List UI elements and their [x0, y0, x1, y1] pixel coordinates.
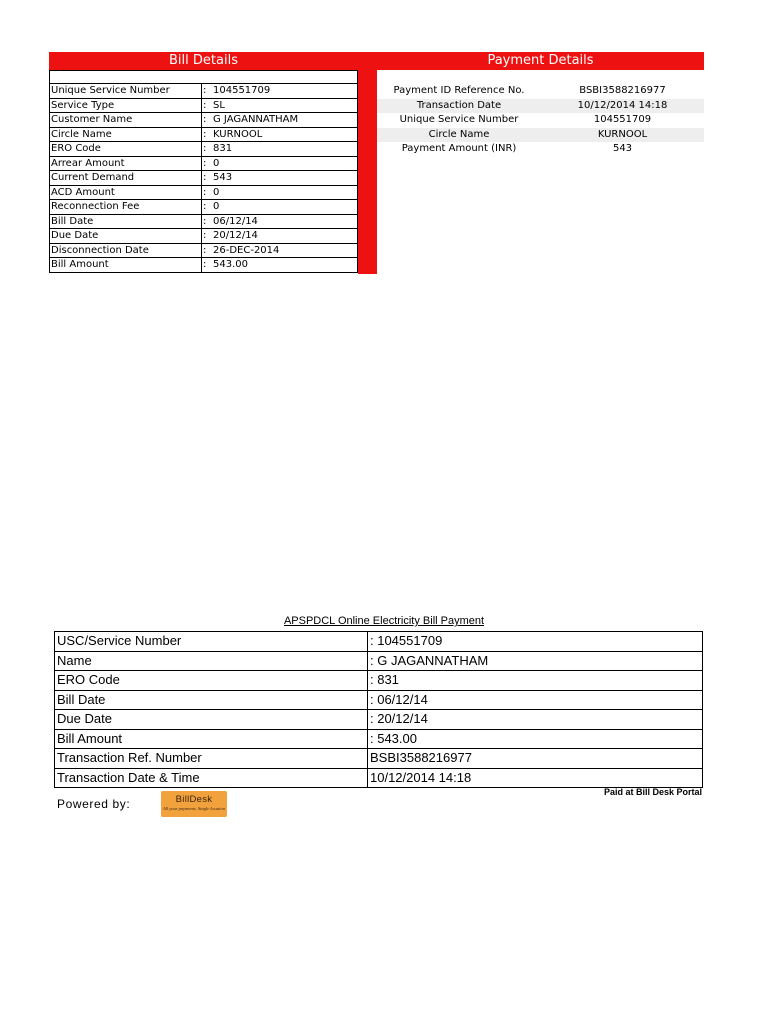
- powered-by-label: Powered by:: [57, 797, 131, 811]
- row-value: 104551709: [593, 114, 652, 126]
- row-value: KURNOOL: [213, 128, 263, 140]
- table-row: [55, 651, 703, 671]
- row-value: 0: [213, 157, 220, 169]
- table-row: [377, 84, 704, 99]
- bill-details-table: [49, 70, 358, 273]
- table-row: [377, 142, 704, 157]
- table-row: [50, 84, 358, 99]
- row-label: Unique Service Number: [50, 84, 202, 99]
- table-row: [50, 142, 358, 157]
- table-row: [55, 729, 703, 749]
- billdesk-logo: [161, 791, 227, 817]
- table-row: [50, 127, 358, 142]
- row-label: Circle Name: [377, 128, 541, 143]
- separator: :: [203, 85, 207, 97]
- row-value: : 831: [368, 671, 703, 691]
- separator: :: [203, 114, 207, 126]
- table-row: [55, 671, 703, 691]
- table-row: [50, 113, 358, 128]
- row-value: 26-DEC-2014: [213, 244, 280, 256]
- separator: :: [203, 230, 207, 242]
- row-value: G JAGANNATHAM: [213, 114, 299, 126]
- row-value: 543: [612, 143, 633, 155]
- paid-note: Paid at Bill Desk Portal: [603, 787, 702, 797]
- table-row: [50, 214, 358, 229]
- separator: :: [203, 244, 207, 256]
- separator: :: [203, 172, 207, 184]
- row-value: : 06/12/14: [368, 690, 703, 710]
- row-value: BSBI3588216977: [368, 749, 703, 769]
- table-row: [50, 171, 358, 186]
- row-label: Transaction Date: [377, 99, 541, 114]
- row-value: BSBI3588216977: [579, 85, 666, 97]
- separator: :: [203, 157, 207, 169]
- table-row: [55, 690, 703, 710]
- row-value: 20/12/14: [213, 230, 258, 242]
- row-label: Payment ID Reference No.: [393, 85, 525, 97]
- separator: :: [203, 143, 207, 155]
- row-label: ERO Code: [50, 142, 202, 157]
- row-label: Bill Amount: [55, 729, 368, 749]
- row-value: 543.00: [213, 259, 248, 271]
- row-label: USC/Service Number: [55, 632, 368, 652]
- row-label: Due Date: [55, 710, 368, 730]
- row-label: Bill Amount: [50, 258, 202, 273]
- logo-text: BillDesk: [175, 794, 213, 805]
- payment-details-table: [377, 84, 704, 157]
- row-label: Name: [55, 651, 368, 671]
- row-value: 10/12/2014 14:18: [541, 99, 704, 114]
- row-label: Circle Name: [50, 127, 202, 142]
- bill-details-header: Bill Details: [49, 52, 358, 70]
- separator: :: [203, 99, 207, 111]
- table-row: [377, 99, 704, 114]
- table-row: [50, 156, 358, 171]
- table-row: [50, 185, 358, 200]
- row-value: 10/12/2014 14:18: [368, 768, 703, 788]
- table-row: [50, 98, 358, 113]
- red-divider-strip: [358, 52, 377, 274]
- row-label: Current Demand: [50, 171, 202, 186]
- row-label: Bill Date: [50, 214, 202, 229]
- row-value: : 20/12/14: [368, 710, 703, 730]
- receipt-title: APSPDCL Online Electricity Bill Payment: [283, 615, 485, 627]
- row-label: Customer Name: [50, 113, 202, 128]
- row-value: : G JAGANNATHAM: [368, 651, 703, 671]
- table-row: [377, 113, 704, 128]
- row-label: Bill Date: [55, 690, 368, 710]
- row-label: Service Type: [50, 98, 202, 113]
- table-row: [55, 710, 703, 730]
- row-label: Payment Amount (INR): [401, 143, 517, 155]
- row-value: 543: [213, 172, 233, 184]
- row-value: SL: [213, 99, 225, 111]
- separator: :: [203, 186, 207, 198]
- row-value: 104551709: [213, 85, 271, 97]
- table-row: [55, 632, 703, 652]
- payment-details-header: Payment Details: [377, 52, 704, 70]
- row-label: Disconnection Date: [50, 243, 202, 258]
- separator: :: [203, 215, 207, 227]
- row-label: Reconnection Fee: [50, 200, 202, 215]
- row-value: KURNOOL: [541, 128, 704, 143]
- row-value: 0: [213, 201, 220, 213]
- separator: :: [203, 128, 207, 140]
- row-value: : 104551709: [368, 632, 703, 652]
- row-value: 0: [213, 186, 220, 198]
- row-label: Transaction Ref. Number: [55, 749, 368, 769]
- table-row: [50, 258, 358, 273]
- row-label: ERO Code: [55, 671, 368, 691]
- table-row: [50, 200, 358, 215]
- separator: :: [203, 259, 207, 271]
- row-label: Due Date: [50, 229, 202, 244]
- logo-tagline: All your payments. Single location: [162, 806, 226, 811]
- row-value: : 543.00: [368, 729, 703, 749]
- row-label: Unique Service Number: [399, 114, 519, 126]
- row-label: Transaction Date & Time: [55, 768, 368, 788]
- row-label: Arrear Amount: [50, 156, 202, 171]
- table-row: [50, 229, 358, 244]
- separator: :: [203, 201, 207, 213]
- row-value: 06/12/14: [213, 215, 258, 227]
- table-row: [55, 768, 703, 788]
- table-spacer-row: [50, 71, 358, 84]
- table-row: [50, 243, 358, 258]
- row-label: ACD Amount: [50, 185, 202, 200]
- receipt-table: [54, 631, 703, 788]
- table-row: [55, 749, 703, 769]
- row-value: 831: [213, 143, 233, 155]
- table-row: [377, 128, 704, 143]
